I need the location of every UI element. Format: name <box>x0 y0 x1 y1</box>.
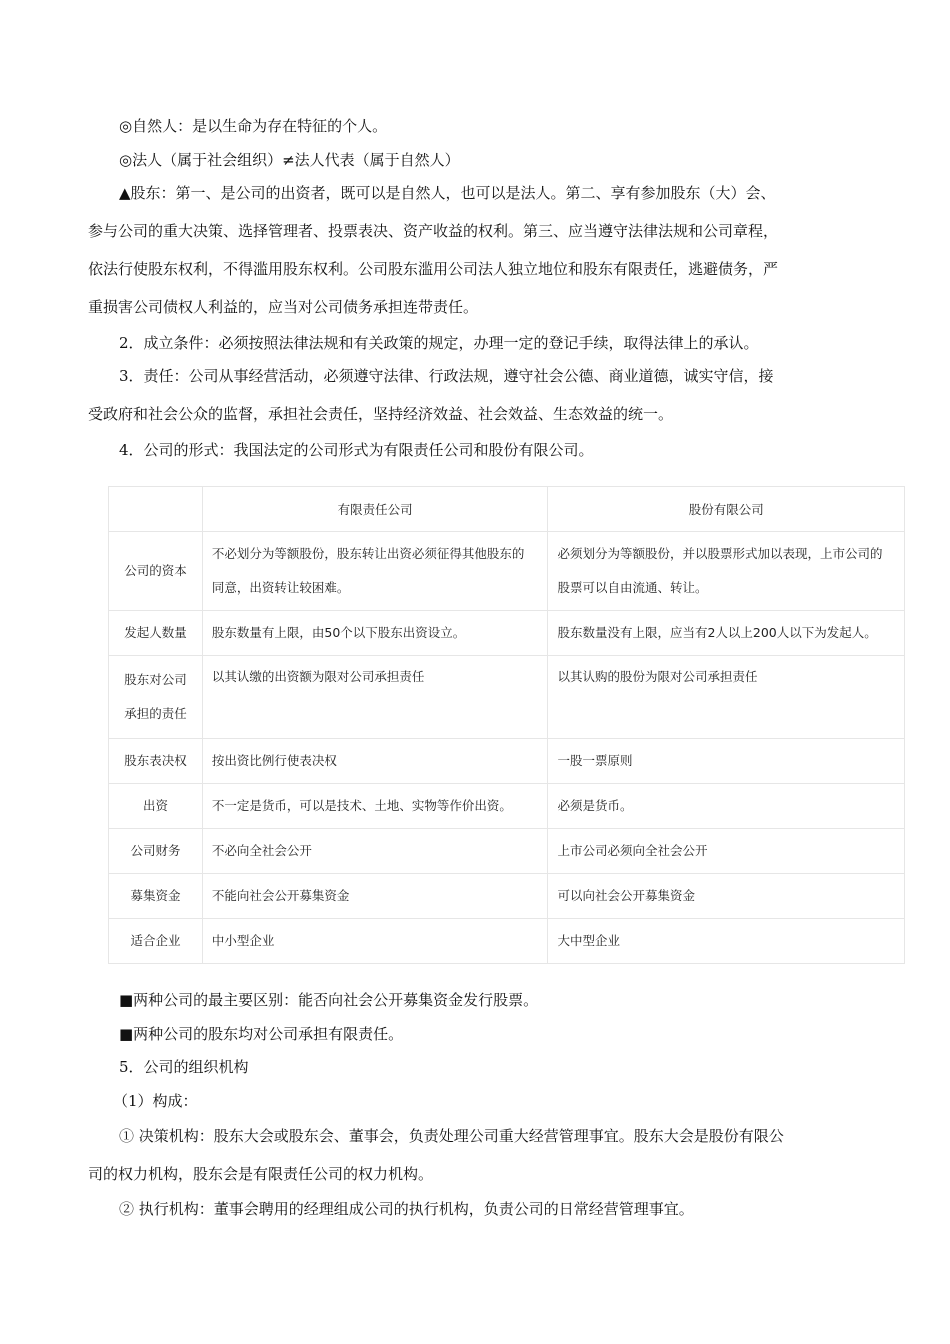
table-row <box>109 739 905 784</box>
text-line: 受政府和社会公众的监督，承担社会责任，坚持经济效益、社会效益、生态效益的统一。 <box>88 405 674 423</box>
text-line: ① 决策机构：股东大会或股东会、董事会，负责处理公司重大经营管理事宜。股东大会是股份有限公 <box>119 1127 784 1145</box>
llc-cell: 股东数量有上限，由50个以下股东出资设立。 <box>202 611 548 656</box>
paragraph-executive-body <box>88 1190 863 1228</box>
table-row <box>109 919 905 964</box>
llc-cell: 中小型企业 <box>202 919 548 964</box>
row-key-line: 股东对公司 <box>124 672 187 687</box>
table-header-jsc: 股份有限公司 <box>548 487 905 532</box>
paragraph-main-difference <box>88 981 863 1019</box>
row-key: 公司财务 <box>109 829 203 874</box>
row-key: 出资 <box>109 784 203 829</box>
jsc-cell: 股东数量没有上限，应当有2人以上200人以下为发起人。 <box>548 611 905 656</box>
row-key <box>109 656 203 739</box>
jsc-cell: 以其认购的股份为限对公司承担责任 <box>548 656 905 739</box>
subheading-composition <box>88 1082 863 1120</box>
paragraph-company-forms <box>88 431 863 469</box>
text-line: 重损害公司债权人利益的，应当对公司债务承担连带责任。 <box>88 298 479 316</box>
jsc-cell: 一股一票原则 <box>548 739 905 784</box>
row-key: 股东表决权 <box>109 739 203 784</box>
cell-line: 股票可以自由流通、转让。 <box>557 580 708 595</box>
table-header-row <box>109 487 905 532</box>
llc-cell: 不一定是货币，可以是技术、土地、实物等作价出资。 <box>202 784 548 829</box>
row-key: 公司的资本 <box>109 532 203 611</box>
table-row <box>109 784 905 829</box>
cell-line: 同意，出资转让较困难。 <box>211 580 350 595</box>
table-header-blank <box>109 487 203 532</box>
llc-cell: 按出资比例行使表决权 <box>202 739 548 784</box>
table-row <box>109 611 905 656</box>
text-line: ② 执行机构：董事会聘用的经理组成公司的执行机构，负责公司的日常经营管理事宜。 <box>119 1200 694 1218</box>
table-row <box>109 532 905 611</box>
cell-line: 必须划分为等额股份，并以股票形式加以表现，上市公司的 <box>557 546 883 561</box>
row-key: 适合企业 <box>109 919 203 964</box>
llc-cell: 不能向社会公开募集资金 <box>202 874 548 919</box>
text-line: 2．成立条件：必须按照法律法规和有关政策的规定，办理一定的登记手续，取得法律上的承认。 <box>119 334 759 352</box>
jsc-cell <box>548 532 905 611</box>
table-header-llc: 有限责任公司 <box>202 487 548 532</box>
row-key-line: 承担的责任 <box>124 706 187 721</box>
text-line: ■两种公司的最主要区别：能否向社会公开募集资金发行股票。 <box>119 991 539 1009</box>
jsc-cell: 可以向社会公开募集资金 <box>548 874 905 919</box>
text-line: ◎自然人：是以生命为存在特征的个人。 <box>119 117 388 135</box>
row-key: 发起人数量 <box>109 611 203 656</box>
text-line: 3．责任：公司从事经营活动，必须遵守法律、行政法规，遵守社会公德、商业道德，诚实守信，接 <box>119 367 774 385</box>
company-comparison-table <box>108 486 905 964</box>
paragraph-responsibility <box>88 357 863 433</box>
heading-organization <box>88 1048 863 1086</box>
text-line: 5．公司的组织机构 <box>119 1058 249 1076</box>
table-row <box>109 829 905 874</box>
row-key: 募集资金 <box>109 874 203 919</box>
text-line: （1）构成： <box>113 1092 198 1110</box>
jsc-cell: 必须是货币。 <box>548 784 905 829</box>
table-row <box>109 656 905 739</box>
text-line: 4．公司的形式：我国法定的公司形式为有限责任公司和股份有限公司。 <box>119 441 594 459</box>
llc-cell: 不必向全社会公开 <box>202 829 548 874</box>
llc-cell <box>202 532 548 611</box>
cell-line: 不必划分为等额股份，股东转让出资必须征得其他股东的 <box>211 546 525 561</box>
text-line: ▲股东：第一、是公司的出资者，既可以是自然人，也可以是法人。第二、享有参加股东（大）会、 <box>119 184 776 202</box>
text-line: ■两种公司的股东均对公司承担有限责任。 <box>119 1025 404 1043</box>
jsc-cell: 上市公司必须向全社会公开 <box>548 829 905 874</box>
llc-cell: 以其认缴的出资额为限对公司承担责任 <box>202 656 548 739</box>
jsc-cell: 大中型企业 <box>548 919 905 964</box>
text-line: 司的权力机构，股东会是有限责任公司的权力机构。 <box>88 1165 434 1183</box>
text-line: 参与公司的重大决策、选择管理者、投票表决、资产收益的权利。第三、应当遵守法律法规和公司章程， <box>88 222 779 240</box>
text-line: ◎法人（属于社会组织）≠法人代表（属于自然人） <box>119 151 460 169</box>
paragraph-decision-body <box>88 1117 863 1193</box>
table-row <box>109 874 905 919</box>
text-line: 依法行使股东权利，不得滥用股东权利。公司股东滥用公司法人独立地位和股东有限责任，逃避债务，严 <box>88 260 779 278</box>
paragraph-shareholder <box>88 174 863 326</box>
paragraph-natural-person <box>88 107 863 145</box>
